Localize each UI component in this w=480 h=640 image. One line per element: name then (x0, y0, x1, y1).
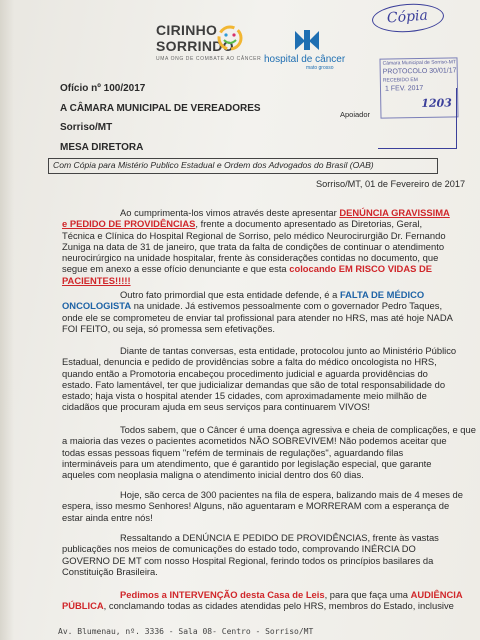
apoiador-label: Apoiador (340, 110, 371, 119)
p4-line2: a maioria das vezes o pacientes acometidos NÃO SOBREVIVEM! Não podemos aceitar que (62, 435, 447, 447)
receipt-stamp-line3: RECEBIDO EM (382, 77, 418, 84)
p7-line1-text: , para que faça uma (324, 589, 411, 600)
p4-line3: todas essas pessoas fiquem "refém de terminais de regulações", aguardando filas (62, 446, 404, 458)
p4-line1: Todos sabem, que o Câncer é uma doença agressiva e cheia de complicações, e que (120, 424, 476, 435)
p3-line3: quando então a Promotoria encabeçou procedimento judicial e aguarda providências do (62, 367, 428, 379)
p4-line5: aqueles com neoplasia maligna o atendimento inicial dentro dos 60 dias. (62, 469, 364, 481)
p7-publica-highlight: PÚBLICA (62, 600, 104, 612)
paragraph-2 (62, 289, 453, 334)
p3-line1: Diante de tantas conversas, esta entidade, protocolou junto ao Ministério Público (120, 345, 457, 356)
footer-address: Av. Blumenau, nº. 3336 - Sala 08- Centro - Sorriso/MT (58, 627, 314, 636)
p1-risk-highlight: colocando EM RISCO VIDAS DE (289, 263, 432, 275)
cirinho-logo (156, 22, 262, 66)
cirinho-logo-tagline: UMA ONG DE COMBATE AO CÂNCER (156, 56, 262, 62)
hospital-logo (262, 28, 346, 72)
recipient-line3: MESA DIRETORA (60, 142, 144, 153)
p1-line7: PACIENTES!!!!! (62, 274, 131, 286)
receipt-stamp-line4: 1 FEV. 2017 (384, 84, 424, 93)
recipient-line1: A CÂMARA MUNICIPAL DE VEREADORES (60, 103, 261, 114)
copy-notice-text: Com Cópia para Mistério Publico Estadual e Ordem dos Advogados do Brasil (OAB) (53, 160, 374, 170)
copia-stamp (371, 2, 445, 35)
p5-line3: estar ainda entre nós! (62, 511, 153, 523)
p1-denuncia-highlight: DENÚNCIA GRAVISSIMA (339, 207, 450, 218)
paragraph-3 (62, 345, 457, 413)
oficio-number: Ofício nº 100/2017 (60, 83, 146, 94)
hospital-logo-sub: mato grosso (306, 65, 334, 71)
p7-audiencia-highlight: AUDIÊNCIA (410, 589, 463, 600)
cirinho-logo-line2: SORRINDO (156, 38, 234, 54)
p1-line2-text: , frente a documento apresentado as Diretorias, Geral, (195, 218, 423, 230)
p5-line1: Hoje, são cerca de 300 pacientes na fila de espera, balizando mais de 4 meses de (120, 489, 463, 500)
p6-line3: GOVERNO DE MT com nosso Hospital Regional, ferindo todos os princípios basilares da (62, 554, 434, 566)
paragraph-6 (62, 532, 452, 577)
p7-intervencao-highlight: Pedimos a INTERVENÇÃO desta Casa de Leis (120, 589, 325, 600)
receipt-stamp-line1: Câmara Municipal de Sorriso-MT (382, 59, 456, 67)
paragraph-4 (62, 424, 476, 481)
p1-line5: neurocirúrgico na unidade hospitalar, frente às considerações contidas no documento, que (62, 252, 439, 264)
p2-line3: onde ele se comprometeu de enviar tal profissional para atender no HRS, mas até hoje NADA (62, 311, 453, 323)
receipt-stamp-line2: PROTOCOLO 30/01/17 (382, 67, 457, 76)
copy-notice-box (48, 158, 438, 174)
paragraph-7 (62, 589, 462, 612)
p2-line2-text: na unidade. Já estivemos pessoalmente com o governador Pedro Taques, (131, 300, 443, 312)
copia-stamp-text: Cópia (386, 7, 429, 27)
paragraph-5 (62, 489, 463, 523)
p1-pedido-highlight: e PEDIDO DE PROVIDÊNCIAS (62, 218, 196, 230)
cirinho-logo-line1: CIRINHO (156, 22, 218, 38)
p1-line4: Zuniga na data de 31 de janeiro, que trata da falta de condições de continuar o atendimento (62, 240, 445, 252)
p3-line5: estado; haja vista o hospital atender 15 cidades, com aproximadamente meio milhão de (62, 390, 427, 402)
hospital-cross-icon (292, 28, 322, 52)
date-line: Sorriso/MT, 01 de Fevereiro de 2017 (316, 179, 466, 189)
p1-line1-text: Ao cumprimenta-los vimos através deste apresentar (120, 207, 340, 218)
p1-line3: Técnica e Clínica do Hospital Regional de Sorriso, pelo médico Neurocirurgião Dr. Fernando (62, 229, 446, 241)
p2-line1-text: Outro fato primordial que esta entidade defende, é a (120, 289, 340, 300)
page-edge-shadow (0, 0, 14, 640)
recipient-line2: Sorriso/MT (60, 122, 113, 133)
p2-line4: FOI FEITO, ou seja, só promessa sem efetivações. (62, 322, 275, 334)
p7-line2-text: , conclamando todas as cidades atendidas pelo HRS, membros do Estado, inclusive (103, 600, 454, 612)
p2-falta-highlight: FALTA DE MÉDICO (339, 289, 425, 300)
stamp-bracket-mark (378, 88, 457, 149)
smile-icon (216, 24, 244, 52)
receipt-stamp-line5: 1203 (421, 96, 453, 110)
p1-line6-text: segue em anexo a esse ofício denunciante e que esta (62, 263, 290, 275)
hospital-logo-name: hospital de câncer (264, 54, 346, 65)
p3-line4: estado. Fato lamentável, ter que judicializar demandas que são de total responsabilidade do (62, 378, 446, 390)
p4-line4: intermináveis para um atendimento, que é garantido por legislação especial, que garante (62, 457, 432, 469)
paragraph-1 (62, 207, 450, 286)
p3-line2: Estadual, denuncia e pedido de providências sobre a falta do médico oncologista no HRS, (62, 356, 437, 368)
p6-line4: Constituição Brasileira. (62, 565, 158, 577)
p6-line1: Ressaltando a DENÚNCIA E PEDIDO DE PROVIDÊNCIAS, frente às vastas (120, 532, 439, 543)
p6-line2: publicações nos meios de comunicações do estado todo, comprovando INÉRCIA DO (62, 543, 416, 555)
p3-line6: cidadãos que procuram ajuda em seus serviços para continuarem VIVOS! (62, 401, 370, 413)
p2-oncologista-highlight: ONCOLOGISTA (62, 300, 132, 312)
p5-line2: espera, isso mesmo Senhores! Alguns, não aguentaram e MORRERAM com a esperança de (62, 500, 450, 512)
